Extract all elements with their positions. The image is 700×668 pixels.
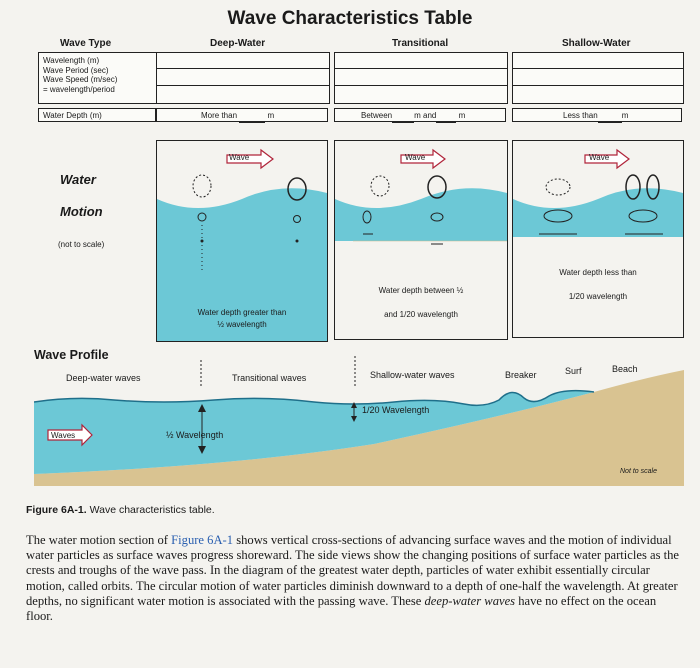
deep-depth-unit: m <box>267 111 275 120</box>
para-part-1: The water motion section of <box>26 533 172 547</box>
para-part-2: shows vertical cross-sections of advancing surface waves and the motion of individual water particles as surface waves progress shoreward. The side views show the changing positions of surface water particles as the crests and troughs of the wave pass. In the diagram of the greatest water depth, particles of water exhibit essentially circular motion, called orbits. The circular motion of water particles diminish downward to a depth of one-half the wavelength. At greater depths, no significant water motion is associated with the passing wave. These <box>26 533 680 608</box>
shallow-depth-text-1: Water depth less than <box>559 268 637 277</box>
header-deep-water: Deep-Water <box>210 38 266 49</box>
trans-wave-tag: Wave <box>405 153 426 162</box>
wave-profile-heading: Wave Profile <box>34 348 109 362</box>
header-shallow-water: Shallow-Water <box>562 38 631 49</box>
deep-data-cells[interactable] <box>156 52 330 104</box>
transitional-panel <box>334 140 508 340</box>
surf-label: Surf <box>565 366 582 376</box>
shallow-depth-cell[interactable] <box>512 108 682 122</box>
row-wavelength: Wavelength (m) <box>43 56 100 65</box>
para-part-3: have no effect on the ocean floor. <box>26 593 657 624</box>
trans-depth-unit: m <box>458 111 466 120</box>
caption-figure-number: Figure 6A-1. <box>26 504 87 516</box>
shallow-data-cells[interactable] <box>512 52 684 104</box>
transitional-waves-label: Transitional waves <box>232 373 307 383</box>
transitional-data-cells[interactable] <box>334 52 508 104</box>
page-title: Wave Characteristics Table <box>227 8 473 29</box>
figure-caption <box>26 504 215 516</box>
shallow-depth-unit: m <box>621 111 629 120</box>
header-wave-type: Wave Type <box>60 38 112 49</box>
motion-label: Motion <box>60 204 103 219</box>
trans-water-body <box>335 188 507 241</box>
deep-depth-text-2: ½ wavelength <box>217 320 267 329</box>
deep-orbit-low-right <box>296 240 299 243</box>
shallow-depth-blank[interactable] <box>598 114 622 123</box>
shallow-orbit-dashed <box>546 179 570 195</box>
trans-depth-blank-2[interactable] <box>436 114 456 123</box>
shallow-depth-prefix: Less than <box>563 111 598 120</box>
deep-wave-tag: Wave <box>229 153 250 162</box>
not-to-scale-label: Not to scale <box>620 468 657 475</box>
shallow-water-waves-label: Shallow-water waves <box>370 370 455 380</box>
deep-depth-prefix: More than <box>201 111 238 120</box>
row-speed-formula: = wavelength/period <box>43 84 115 94</box>
deep-depth-text <box>157 307 327 331</box>
trans-depth-text <box>335 279 507 327</box>
trans-depth-prefix: Between <box>361 111 393 120</box>
breaker-label: Breaker <box>505 370 537 380</box>
beach-label: Beach <box>612 364 638 374</box>
deep-depth-blank[interactable] <box>239 114 265 123</box>
water-label: Water <box>60 172 96 187</box>
trans-depth-mid: m and <box>414 111 437 120</box>
deep-depth-cell[interactable] <box>156 108 328 122</box>
shallow-depth-text <box>513 261 683 309</box>
waves-tag: Waves <box>51 431 76 440</box>
deep-orbit-dashed <box>193 175 211 197</box>
shallow-wave-tag: Wave <box>589 153 610 162</box>
deep-depth-text-1: Water depth greater than <box>197 308 287 317</box>
row-period: Wave Period (sec) <box>43 65 109 75</box>
transitional-depth-cell[interactable] <box>334 108 506 122</box>
para-italic-term: deep-water waves <box>424 593 516 608</box>
wave-profile-graphic <box>34 356 684 486</box>
trans-depth-blank-1[interactable] <box>392 114 414 123</box>
deep-water-waves-label: Deep-water waves <box>66 373 141 383</box>
trans-depth-text-2: and 1/20 wavelength <box>384 310 458 319</box>
caption-text: Wave characteristics table. <box>86 504 215 516</box>
header-transitional: Transitional <box>392 38 449 49</box>
twentieth-wavelength-label: 1/20 Wavelength <box>362 405 430 415</box>
trans-orbit-dashed <box>371 176 389 196</box>
shallow-depth-text-2: 1/20 wavelength <box>568 292 628 301</box>
trans-depth-text-1: Water depth between ½ <box>378 286 464 295</box>
row-depth: Water Depth (m) <box>38 108 156 122</box>
row-labels-box <box>38 52 158 104</box>
figure-link[interactable]: Figure 6A-1 <box>171 533 234 547</box>
body-paragraph <box>26 533 686 624</box>
row-speed: Wave Speed (m/sec) <box>43 75 118 84</box>
shallow-panel <box>512 140 684 338</box>
deep-water-panel <box>156 140 328 342</box>
not-to-scale-note: (not to scale) <box>58 240 105 249</box>
half-wavelength-label: ½ Wavelength <box>166 430 224 440</box>
